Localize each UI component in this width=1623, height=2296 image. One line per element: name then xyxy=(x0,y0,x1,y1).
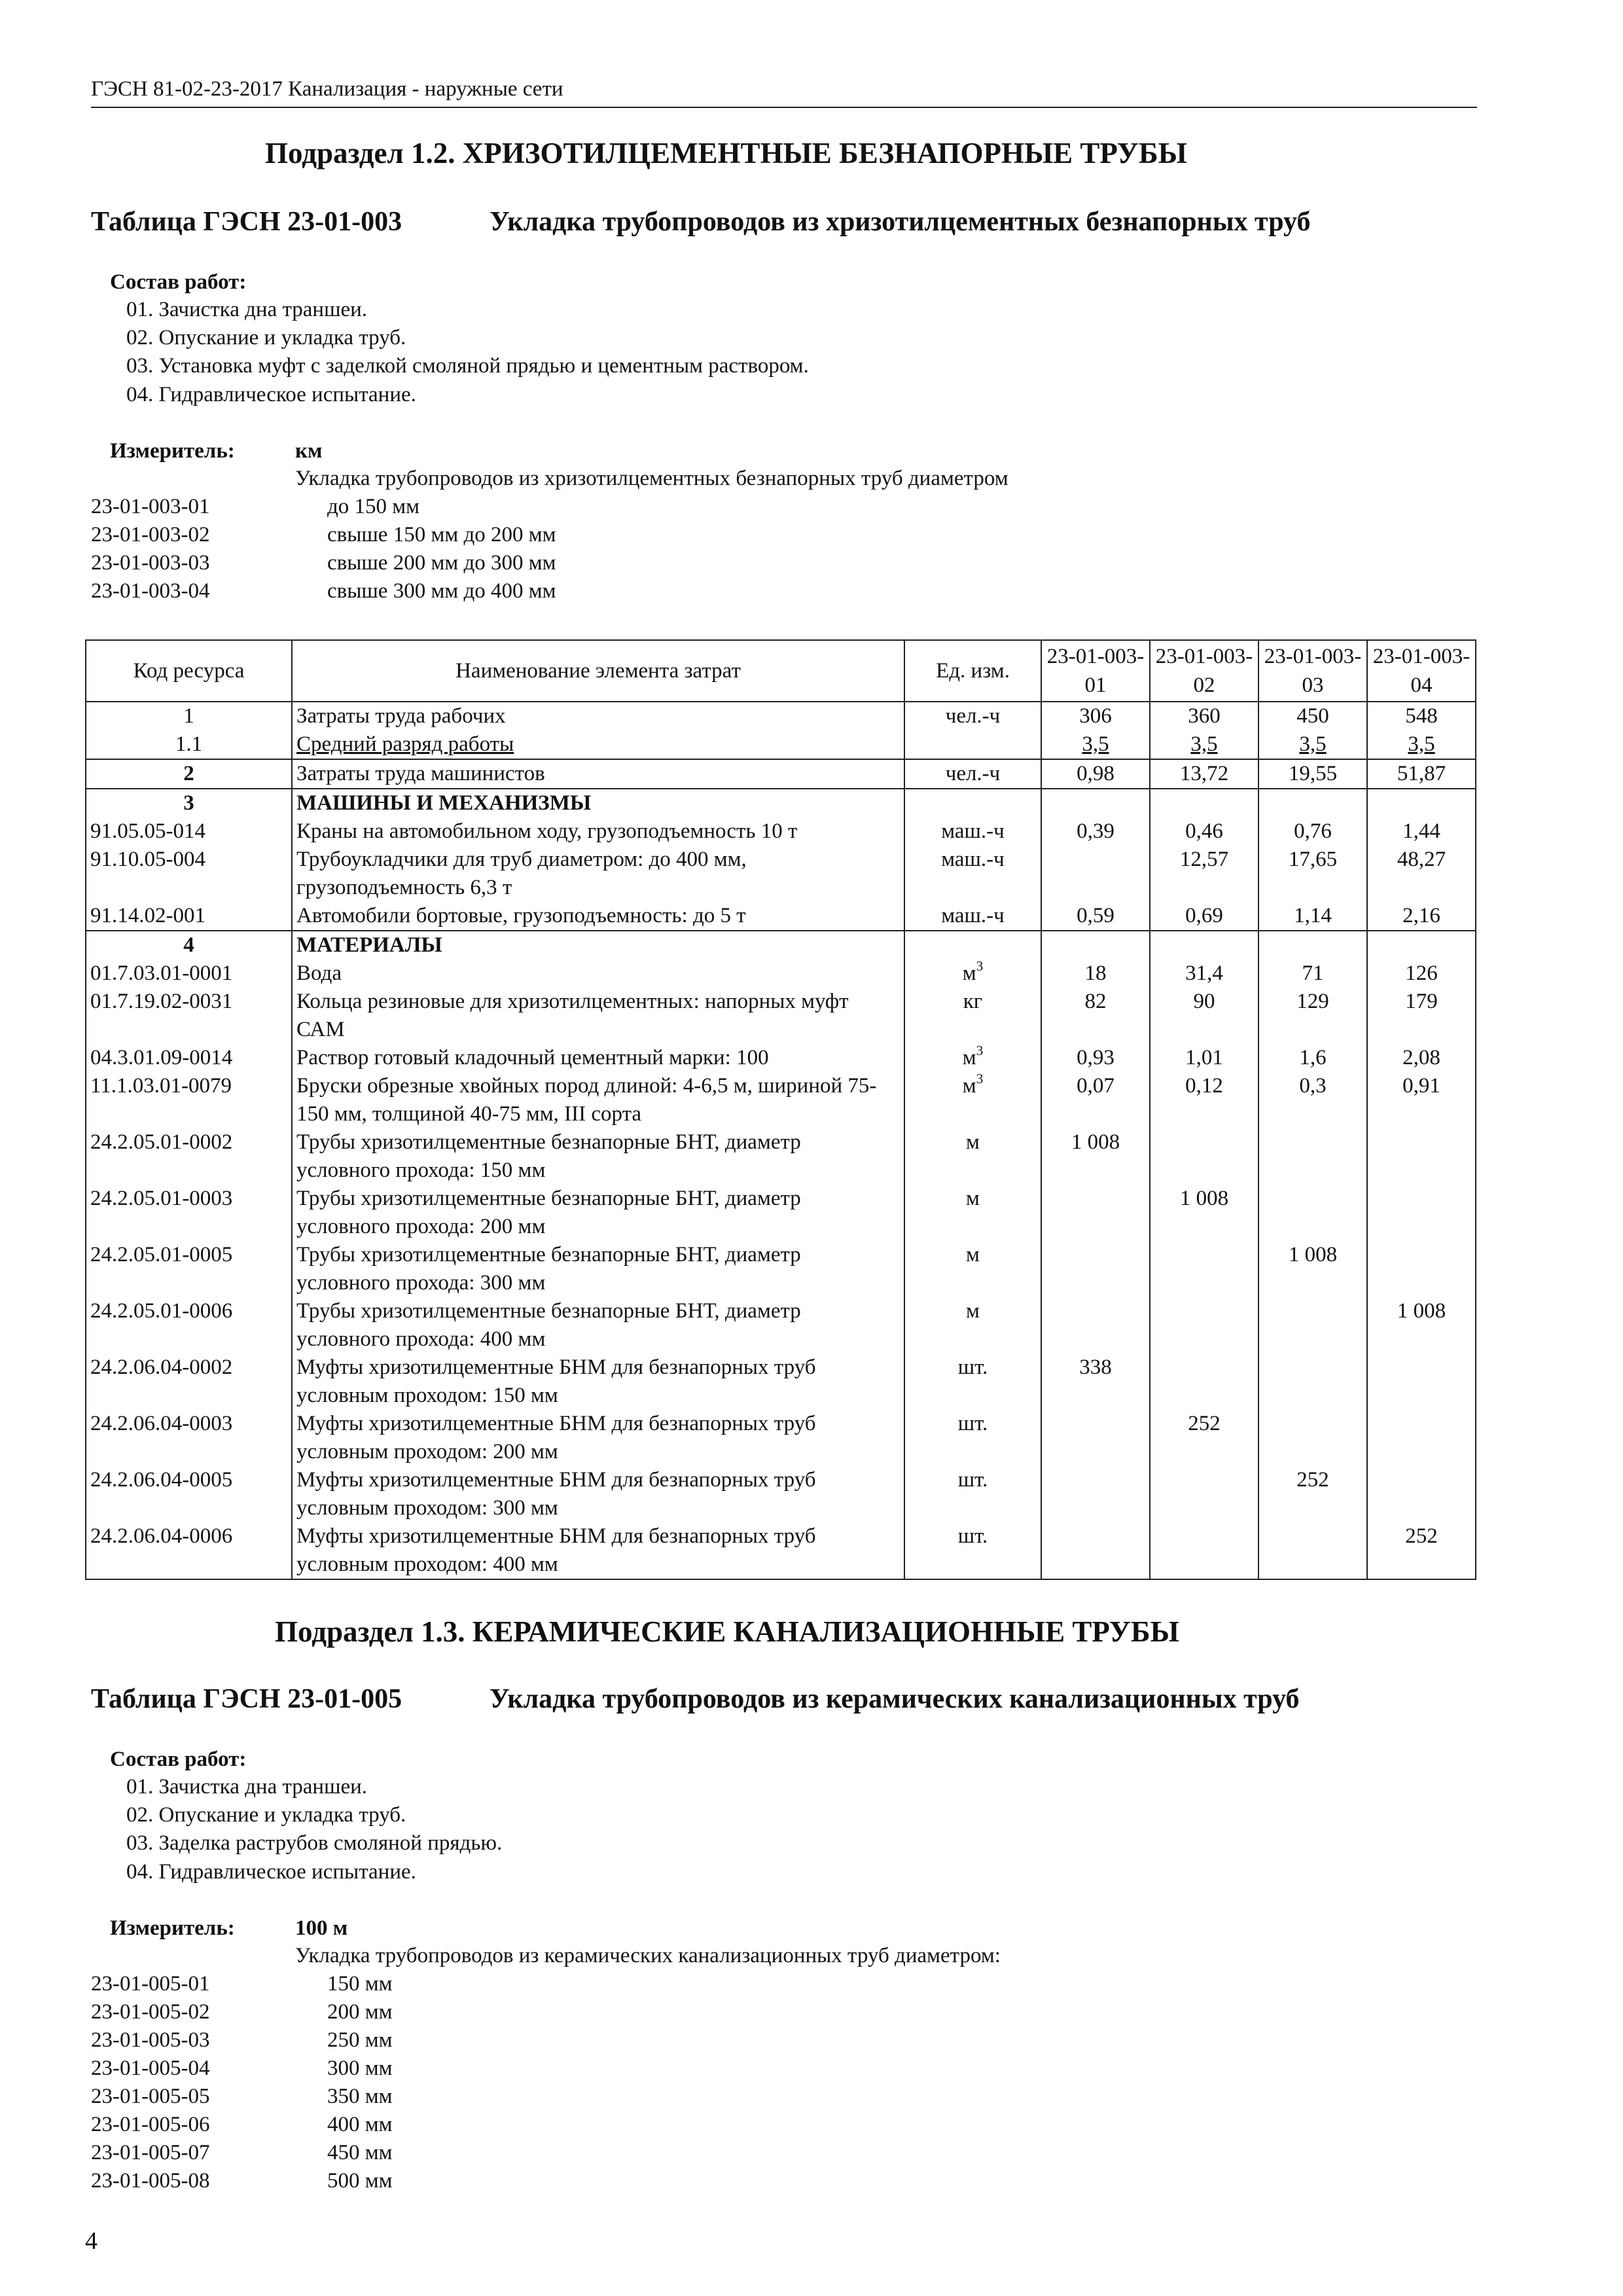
row-name: Трубы хризотилцементные безнапорные БНТ, диаметр условного прохода: 300 мм xyxy=(292,1241,904,1297)
row-value: 3,5 xyxy=(1258,730,1367,759)
unit-superscript: 3 xyxy=(976,1043,984,1058)
header-col-4: 23-01-003-04 xyxy=(1367,640,1476,702)
item-code: 23-01-005-02 xyxy=(91,2000,210,2024)
meter-unit: км xyxy=(295,439,323,463)
row-code: 24.2.06.04-0003 xyxy=(86,1410,292,1466)
row-unit: м xyxy=(904,1241,1041,1297)
work-item: 02. Опускание и укладка труб. xyxy=(126,1803,406,1827)
item-text: свыше 300 мм до 400 мм xyxy=(327,579,556,603)
row-code: 91.10.05-004 xyxy=(86,846,292,902)
row-value xyxy=(1041,931,1150,960)
item-text: 400 мм xyxy=(327,2113,393,2136)
unit-text: м xyxy=(962,961,976,985)
row-value: 306 xyxy=(1041,702,1150,730)
table-row xyxy=(86,759,1476,789)
unit-text: м xyxy=(962,1046,976,1069)
row-code: 2 xyxy=(86,759,292,789)
table-code: Таблица ГЭСН 23-01-003 xyxy=(91,207,402,237)
work-item: 03. Установка муфт с заделкой смоляной прядью и цементным раствором. xyxy=(126,354,809,378)
row-name: Кольца резиновые для хризотилцементных: напорных муфт САМ xyxy=(292,988,904,1044)
row-value: 129 xyxy=(1258,988,1367,1044)
row-value xyxy=(1258,789,1367,817)
work-item: 04. Гидравлическое испытание. xyxy=(126,1860,416,1884)
table-row xyxy=(86,817,1476,846)
row-value: 90 xyxy=(1150,988,1258,1044)
item-code: 23-01-003-01 xyxy=(91,495,210,518)
row-name: Вода xyxy=(292,960,904,988)
table-row xyxy=(86,789,1476,817)
header-name: Наименование элемента затрат xyxy=(292,640,904,702)
row-value: 1,44 xyxy=(1367,817,1476,846)
row-name: Муфты хризотилцементные БНМ для безнапорных труб условным проходом: 300 мм xyxy=(292,1466,904,1522)
row-value xyxy=(1041,1522,1150,1579)
row-unit xyxy=(904,1072,1041,1128)
table-row xyxy=(86,1128,1476,1185)
table-row xyxy=(86,702,1476,730)
row-value xyxy=(1258,1128,1367,1185)
item-text: 250 мм xyxy=(327,2028,393,2052)
row-value xyxy=(1258,1410,1367,1466)
row-value: 1 008 xyxy=(1367,1297,1476,1354)
row-name: МАШИНЫ И МЕХАНИЗМЫ xyxy=(292,789,904,817)
table-row xyxy=(86,1297,1476,1354)
row-unit: маш.-ч xyxy=(904,902,1041,931)
row-value: 0,91 xyxy=(1367,1072,1476,1128)
meter-description: Укладка трубопроводов из хризотилцементных безнапорных труб диаметром xyxy=(295,467,1008,490)
row-name: Трубы хризотилцементные безнапорные БНТ, диаметр условного прохода: 400 мм xyxy=(292,1297,904,1354)
table-row xyxy=(86,902,1476,931)
row-value xyxy=(1150,931,1258,960)
table-row xyxy=(86,1410,1476,1466)
row-value xyxy=(1150,789,1258,817)
row-value: 360 xyxy=(1150,702,1258,730)
work-item: 03. Заделка раструбов смоляной прядью. xyxy=(126,1831,503,1855)
table-row xyxy=(86,730,1476,759)
work-item: 02. Опускание и укладка труб. xyxy=(126,326,406,350)
row-value: 12,57 xyxy=(1150,846,1258,902)
row-unit: чел.-ч xyxy=(904,702,1041,730)
row-name: Средний разряд работы xyxy=(292,730,904,759)
row-value xyxy=(1041,789,1150,817)
item-code: 23-01-005-04 xyxy=(91,2056,210,2080)
row-unit xyxy=(904,730,1041,759)
row-name: Затраты труда машинистов xyxy=(292,759,904,789)
row-unit: кг xyxy=(904,988,1041,1044)
row-value: 0,59 xyxy=(1041,902,1150,931)
row-value xyxy=(1367,1241,1476,1297)
row-name: Автомобили бортовые, грузоподъемность: до 5 т xyxy=(292,902,904,931)
row-value xyxy=(1258,1354,1367,1410)
item-text: 450 мм xyxy=(327,2141,393,2164)
table-header-row xyxy=(86,640,1476,702)
row-name: Муфты хризотилцементные БНМ для безнапорных труб условным проходом: 150 мм xyxy=(292,1354,904,1410)
row-code: 04.3.01.09-0014 xyxy=(86,1044,292,1072)
row-name: Трубы хризотилцементные безнапорные БНТ, диаметр условного прохода: 150 мм xyxy=(292,1128,904,1185)
row-unit xyxy=(904,1044,1041,1072)
row-value xyxy=(1258,1522,1367,1579)
row-code: 24.2.06.04-0006 xyxy=(86,1522,292,1579)
row-code: 01.7.19.02-0031 xyxy=(86,988,292,1044)
row-value: 13,72 xyxy=(1150,759,1258,789)
unit-text: м xyxy=(962,1074,976,1098)
row-value xyxy=(1367,1354,1476,1410)
row-value xyxy=(1150,1522,1258,1579)
row-unit: м xyxy=(904,1128,1041,1185)
document-header: ГЭСН 81-02-23-2017 Канализация - наружные сети xyxy=(91,77,563,101)
row-value: 252 xyxy=(1367,1522,1476,1579)
row-value: 252 xyxy=(1150,1410,1258,1466)
item-text: свыше 200 мм до 300 мм xyxy=(327,551,556,575)
work-item: 04. Гидравлическое испытание. xyxy=(126,383,416,406)
row-value xyxy=(1367,789,1476,817)
row-value: 18 xyxy=(1041,960,1150,988)
row-value: 450 xyxy=(1258,702,1367,730)
row-value xyxy=(1367,1466,1476,1522)
row-unit xyxy=(904,789,1041,817)
header-col-1: 23-01-003-01 xyxy=(1041,640,1150,702)
row-unit: чел.-ч xyxy=(904,759,1041,789)
table-row xyxy=(86,931,1476,960)
meter-description: Укладка трубопроводов из керамических канализационных труб диаметром: xyxy=(295,1944,1001,1967)
row-value xyxy=(1258,1297,1367,1354)
meter-label: Измеритель: xyxy=(110,439,235,463)
row-value xyxy=(1041,1466,1150,1522)
row-code: 24.2.05.01-0002 xyxy=(86,1128,292,1185)
table-row xyxy=(86,1354,1476,1410)
row-value: 3,5 xyxy=(1150,730,1258,759)
table-row xyxy=(86,1241,1476,1297)
row-value: 548 xyxy=(1367,702,1476,730)
row-value: 1 008 xyxy=(1258,1241,1367,1297)
row-code: 1.1 xyxy=(86,730,292,759)
table-row xyxy=(86,1522,1476,1579)
section-title: Подраздел 1.2. ХРИЗОТИЛЦЕМЕНТНЫЕ БЕЗНАПОРНЫЕ ТРУБЫ xyxy=(265,137,1187,170)
row-value xyxy=(1150,1128,1258,1185)
row-value: 71 xyxy=(1258,960,1367,988)
row-code: 24.2.05.01-0006 xyxy=(86,1297,292,1354)
header-code: Код ресурса xyxy=(86,640,292,702)
row-unit: шт. xyxy=(904,1354,1041,1410)
row-unit: м xyxy=(904,1185,1041,1241)
row-value xyxy=(1367,931,1476,960)
row-value: 0,12 xyxy=(1150,1072,1258,1128)
header-unit: Ед. изм. xyxy=(904,640,1041,702)
row-name: Трубоукладчики для труб диаметром: до 400 мм, грузоподъемность 6,3 т xyxy=(292,846,904,902)
row-name: Бруски обрезные хвойных пород длиной: 4-6,5 м, шириной 75-150 мм, толщиной 40-75 мм, III сорта xyxy=(292,1072,904,1128)
work-item: 01. Зачистка дна траншеи. xyxy=(126,1775,368,1799)
row-unit xyxy=(904,960,1041,988)
row-code: 1 xyxy=(86,702,292,730)
unit-superscript: 3 xyxy=(976,1071,984,1086)
row-name: Затраты труда рабочих xyxy=(292,702,904,730)
row-value: 252 xyxy=(1258,1466,1367,1522)
item-code: 23-01-005-06 xyxy=(91,2113,210,2136)
row-unit: м xyxy=(904,1297,1041,1354)
row-unit: шт. xyxy=(904,1466,1041,1522)
row-value xyxy=(1041,1185,1150,1241)
row-name: Раствор готовый кладочный цементный марки: 100 xyxy=(292,1044,904,1072)
row-code: 24.2.05.01-0005 xyxy=(86,1241,292,1297)
item-code: 23-01-003-03 xyxy=(91,551,210,575)
row-value xyxy=(1367,1410,1476,1466)
row-code: 11.1.03.01-0079 xyxy=(86,1072,292,1128)
row-value xyxy=(1150,1354,1258,1410)
item-text: 200 мм xyxy=(327,2000,393,2024)
row-name: Муфты хризотилцементные БНМ для безнапорных труб условным проходом: 200 мм xyxy=(292,1410,904,1466)
page-number: 4 xyxy=(85,2227,98,2255)
meter-unit: 100 м xyxy=(295,1916,348,1940)
item-text: 350 мм xyxy=(327,2085,393,2108)
row-value: 31,4 xyxy=(1150,960,1258,988)
row-unit: шт. xyxy=(904,1522,1041,1579)
row-value xyxy=(1041,1410,1150,1466)
row-code: 24.2.05.01-0003 xyxy=(86,1185,292,1241)
table-code: Таблица ГЭСН 23-01-005 xyxy=(91,1684,402,1714)
row-value: 1,01 xyxy=(1150,1044,1258,1072)
row-unit xyxy=(904,931,1041,960)
row-value: 3,5 xyxy=(1041,730,1150,759)
meter-label: Измеритель: xyxy=(110,1916,235,1940)
row-value xyxy=(1258,931,1367,960)
item-code: 23-01-005-07 xyxy=(91,2141,210,2164)
row-name: Краны на автомобильном ходу, грузоподъемность 10 т xyxy=(292,817,904,846)
item-code: 23-01-003-04 xyxy=(91,579,210,603)
row-value: 3,5 xyxy=(1367,730,1476,759)
item-text: свыше 150 мм до 200 мм xyxy=(327,523,556,547)
header-col-3: 23-01-003-03 xyxy=(1258,640,1367,702)
section-title: Подраздел 1.3. КЕРАМИЧЕСКИЕ КАНАЛИЗАЦИОННЫЕ ТРУБЫ xyxy=(275,1615,1179,1648)
header-rule xyxy=(91,107,1477,108)
item-text: 150 мм xyxy=(327,1972,393,1996)
row-code: 4 xyxy=(86,931,292,960)
row-value: 179 xyxy=(1367,988,1476,1044)
work-item: 01. Зачистка дна траншеи. xyxy=(126,298,368,321)
row-value xyxy=(1041,1241,1150,1297)
resource-table xyxy=(85,639,1476,1580)
unit-superscript: 3 xyxy=(976,958,984,974)
row-value xyxy=(1041,846,1150,902)
item-code: 23-01-005-01 xyxy=(91,1972,210,1996)
row-value xyxy=(1367,1128,1476,1185)
row-value: 0,93 xyxy=(1041,1044,1150,1072)
table-row xyxy=(86,846,1476,902)
table-row xyxy=(86,960,1476,988)
table-row xyxy=(86,1466,1476,1522)
item-text: 300 мм xyxy=(327,2056,393,2080)
table-name: Укладка трубопроводов из хризотилцементных безнапорных труб xyxy=(490,207,1311,237)
row-value xyxy=(1041,1297,1150,1354)
row-value: 1,6 xyxy=(1258,1044,1367,1072)
row-value: 51,87 xyxy=(1367,759,1476,789)
row-value xyxy=(1150,1466,1258,1522)
row-value: 17,65 xyxy=(1258,846,1367,902)
row-value xyxy=(1258,1185,1367,1241)
row-value xyxy=(1150,1241,1258,1297)
row-value: 82 xyxy=(1041,988,1150,1044)
row-code: 01.7.03.01-0001 xyxy=(86,960,292,988)
row-value: 1,14 xyxy=(1258,902,1367,931)
table-row xyxy=(86,1185,1476,1241)
row-value: 338 xyxy=(1041,1354,1150,1410)
row-value xyxy=(1150,1297,1258,1354)
table-name: Укладка трубопроводов из керамических канализационных труб xyxy=(490,1684,1300,1714)
row-code: 91.05.05-014 xyxy=(86,817,292,846)
row-name: МАТЕРИАЛЫ xyxy=(292,931,904,960)
header-col-2: 23-01-003-02 xyxy=(1150,640,1258,702)
row-code: 91.14.02-001 xyxy=(86,902,292,931)
row-value: 19,55 xyxy=(1258,759,1367,789)
row-code: 24.2.06.04-0005 xyxy=(86,1466,292,1522)
row-unit: маш.-ч xyxy=(904,846,1041,902)
item-text: 500 мм xyxy=(327,2169,393,2193)
row-unit: маш.-ч xyxy=(904,817,1041,846)
row-value: 0,39 xyxy=(1041,817,1150,846)
row-value: 2,08 xyxy=(1367,1044,1476,1072)
row-unit: шт. xyxy=(904,1410,1041,1466)
row-value xyxy=(1367,1185,1476,1241)
row-value: 48,27 xyxy=(1367,846,1476,902)
item-code: 23-01-005-08 xyxy=(91,2169,210,2193)
item-code: 23-01-005-03 xyxy=(91,2028,210,2052)
row-code: 24.2.06.04-0002 xyxy=(86,1354,292,1410)
row-value: 0,3 xyxy=(1258,1072,1367,1128)
row-value: 0,69 xyxy=(1150,902,1258,931)
row-value: 1 008 xyxy=(1150,1185,1258,1241)
works-label: Состав работ: xyxy=(110,1748,247,1771)
row-code: 3 xyxy=(86,789,292,817)
table-row xyxy=(86,988,1476,1044)
table-row xyxy=(86,1072,1476,1128)
row-name: Муфты хризотилцементные БНМ для безнапорных труб условным проходом: 400 мм xyxy=(292,1522,904,1579)
item-code: 23-01-003-02 xyxy=(91,523,210,547)
row-value: 0,98 xyxy=(1041,759,1150,789)
row-value: 1 008 xyxy=(1041,1128,1150,1185)
item-code: 23-01-005-05 xyxy=(91,2085,210,2108)
table-row xyxy=(86,1044,1476,1072)
row-name: Трубы хризотилцементные безнапорные БНТ, диаметр условного прохода: 200 мм xyxy=(292,1185,904,1241)
works-label: Состав работ: xyxy=(110,270,247,294)
row-value: 0,07 xyxy=(1041,1072,1150,1128)
item-text: до 150 мм xyxy=(327,495,420,518)
row-value: 2,16 xyxy=(1367,902,1476,931)
row-value: 126 xyxy=(1367,960,1476,988)
row-value: 0,76 xyxy=(1258,817,1367,846)
row-value: 0,46 xyxy=(1150,817,1258,846)
